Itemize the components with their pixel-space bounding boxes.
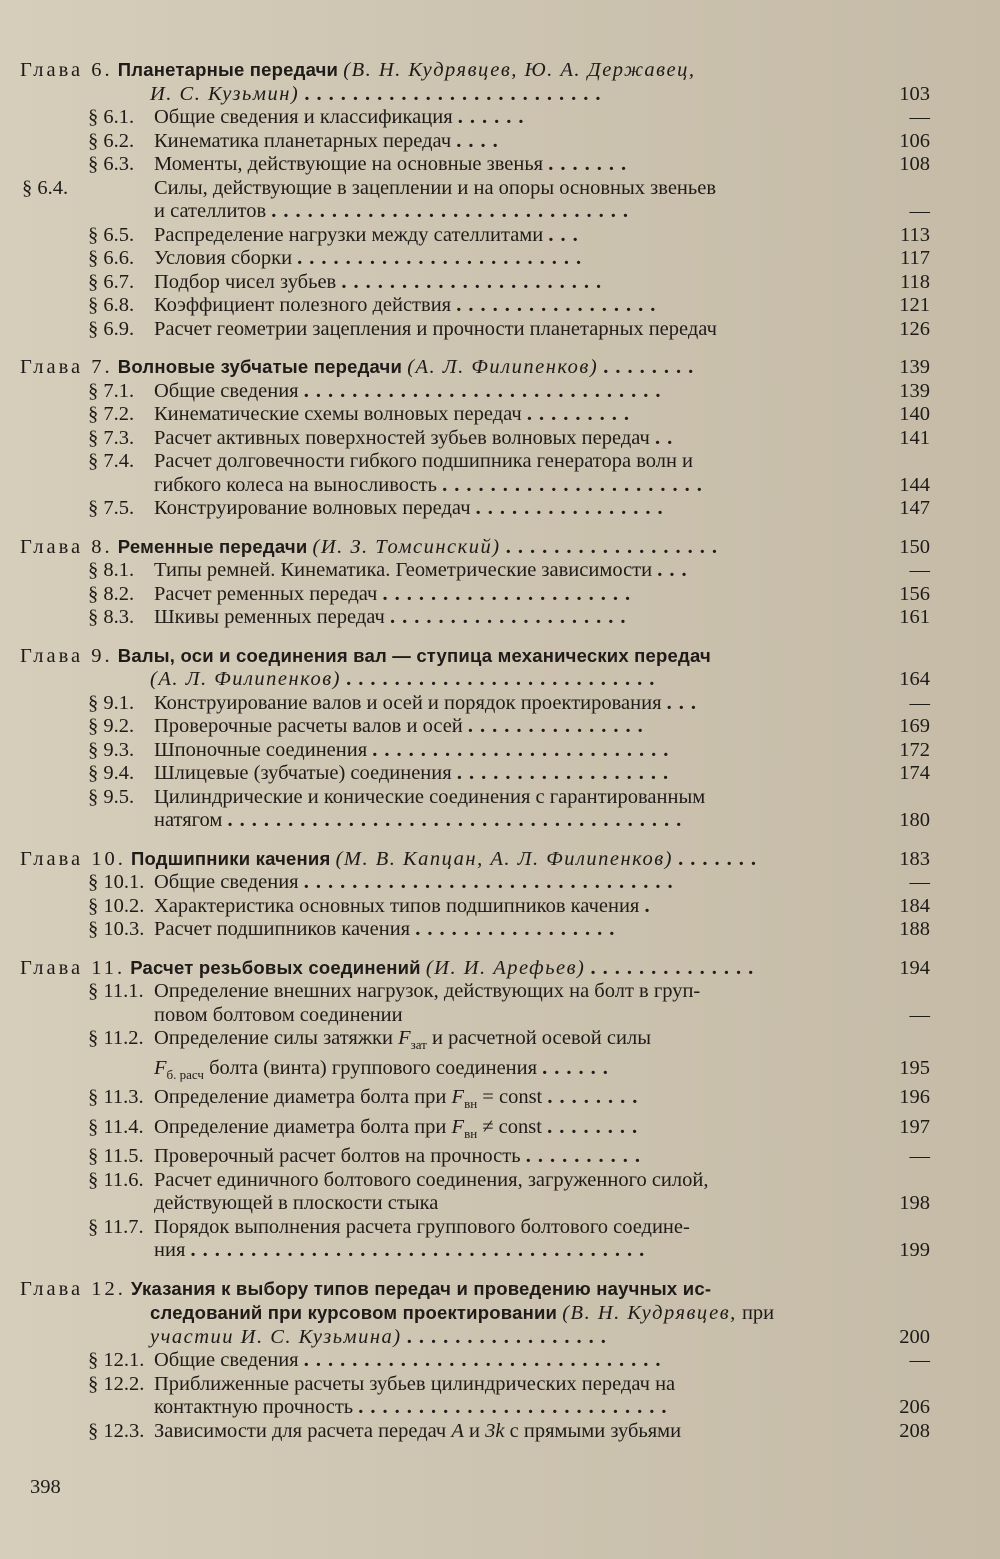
section-number: § 11.2. [88, 1027, 144, 1049]
toc-entry: § 7.3. Расчет активных поверхностей зубьев волновых передач .. 141 [88, 426, 930, 449]
toc-entry: § 9.4. Шлицевые (зубчатые) соединения .................. 174 [88, 762, 930, 784]
section-title: Конструирование валов и осей и порядок проектирования [154, 691, 662, 714]
section-title: Распределение нагрузки между сателлитами [154, 223, 544, 246]
toc-entry: § 8.2. Расчет ременных передач ..................... 156 [88, 582, 930, 605]
section-number: § 8.2. [88, 582, 135, 605]
section-title: Типы ремней. Кинематика. Геометрические зависимости [154, 559, 653, 581]
chapter-authors: участии И. С. Кузьмина) [150, 1325, 402, 1348]
chapter-title: Подшипники качения [131, 847, 331, 869]
section-page: — [909, 691, 930, 714]
chapter-label: Глава 11. [20, 956, 126, 979]
chapter-label: Глава 12. [20, 1277, 126, 1300]
chapter-label: Глава 8. [20, 535, 113, 558]
chapter-page: 139 [899, 356, 930, 378]
section-title: Проверочный расчет болтов на прочность [154, 1145, 521, 1168]
section-title: Общие сведения [154, 379, 299, 402]
section-title: Расчет единичного болтового соединения, загруженного силой, [154, 1168, 709, 1191]
section-page: 156 [899, 582, 930, 605]
section-number: § 10.2. [88, 894, 145, 917]
toc-entry [20, 450, 930, 474]
chapter-authors: (В. Н. Кудрявцев, Ю. А. Державец, [343, 59, 696, 81]
section-title: Коэффициент полезного действия [154, 294, 452, 316]
chapter-page: 200 [899, 1325, 930, 1348]
section-number: § 11.6. [88, 1168, 144, 1191]
section-title: Расчет подшипников качения [154, 918, 411, 940]
chapter-page: 103 [899, 82, 930, 105]
section-page: 140 [899, 403, 930, 425]
toc-entry [20, 318, 930, 342]
chapter-page: 194 [899, 956, 930, 979]
chapter-title: Расчет резьбовых соединений [130, 956, 421, 978]
toc-entry: § 6.3. Моменты, действующие на основные звенья ....... 108 [88, 153, 930, 175]
toc-entry: § 8.3. Шкивы ременных передач .................... 161 [88, 606, 930, 628]
toc-entry [20, 1169, 930, 1193]
section-number: § 11.7. [88, 1215, 144, 1238]
toc-entry: § 6.8. Коэффициент полезного действия ................. 121 [88, 294, 930, 316]
toc-entry: § 9.2. Проверочные расчеты валов и осей ............... 169 [88, 715, 930, 737]
section-title: и сателлитов [154, 200, 267, 222]
toc-entry: § 10.1. Общие сведения ............................... — [88, 871, 930, 893]
section-title: Кинематические схемы волновых передач [154, 403, 522, 425]
chapter-title: Валы, оси и соединения вал — ступица механических передач [117, 644, 711, 666]
chapter-9: Глава 9. Валы, оси и соединения вал — ступица механических передач (А. Л. Филипенков) .......................... 164 § 9.1. Конструирование валов и осей и порядок проектирования ... — § 9.2. Проверочные расчеты валов и осей ............... 169 § 9.3. Шпоночные соединения ......................... 172 § 9.4. Шлицевые (зубчатые) соединения .................. 174 § 9.5. Цилиндрические и конические соединения с гарантированным натягом ...................................... 180 [20, 644, 930, 831]
section-number: § 12.1. [88, 1349, 145, 1372]
section-number: § 7.3. [88, 426, 135, 449]
toc-entry: § 11.3. Определение диаметра болта при $F_{вн}$ = const ........ 196 [88, 1086, 930, 1112]
section-number: § 6.5. [88, 223, 135, 246]
section-number: § 12.3. [88, 1419, 145, 1442]
chapter-page: 150 [899, 535, 930, 558]
section-page: 188 [899, 918, 930, 940]
section-number: § 6.7. [88, 270, 135, 293]
section-number: § 6.2. [88, 129, 135, 152]
section-number: § 9.1. [88, 691, 135, 714]
toc-entry: § 9.3. Шпоночные соединения ......................... 172 [88, 738, 930, 761]
formula-symbol: F [451, 1115, 465, 1138]
toc-entry: § 9.1. Конструирование валов и осей и порядок проектирования ... — [88, 691, 930, 714]
section-page: 172 [899, 738, 930, 761]
toc-entry: § 6.1. Общие сведения и классификация ...... — [88, 106, 930, 128]
chapter-12: Глава 12. Указания к выбору типов передач и проведению научных ис- следований при курсовом проектировании (В. Н. Кудрявцев, при участии И. С. Кузьмина) ................. 200 § 12.1. Общие сведения .............................. — § 12.2. Приближенные расчеты зубьев цилиндрических передач на контактную прочность .......................... 206 § 12.3. Зависимости для расчета передач A и 3k с прямыми зубьями 208 [20, 1277, 930, 1442]
section-number: § 12.2. [88, 1372, 145, 1395]
toc-entry: § 8.1. Типы ремней. Кинематика. Геометрические зависимости ... — [88, 559, 930, 581]
section-title: Силы, действующие в зацеплении и на опоры основных звеньев [154, 176, 717, 199]
chapter-title: Планетарные передачи [117, 59, 339, 80]
chapter-label: Глава 10. [20, 847, 126, 870]
formula-symbol: F [154, 1056, 167, 1079]
chapter-page: 183 [899, 847, 930, 870]
section-title: Условия сборки [154, 247, 293, 269]
section-page: — [909, 1349, 930, 1372]
section-page: 180 [899, 809, 930, 831]
section-title: Общие сведения [154, 1349, 299, 1372]
toc-entry: § 12.1. Общие сведения .............................. — [88, 1349, 930, 1372]
chapter-authors: (И. З. Томсинский) [312, 535, 501, 558]
section-title: Характеристика основных типов подшипников качения [154, 894, 640, 917]
section-title: Расчет ременных передач [154, 582, 378, 605]
section-page: — [909, 871, 930, 893]
section-title: Приближенные расчеты зубьев цилиндрических передач на [154, 1372, 676, 1395]
section-page: 169 [899, 715, 930, 737]
section-number: § 6.8. [88, 294, 135, 316]
section-title: Расчет геометрии зацепления и прочности планетарных передач [154, 317, 717, 340]
chapter-authors: (И. И. Арефьев) [425, 956, 586, 979]
section-title: Порядок выполнения расчета группового болтового соедине- [154, 1215, 690, 1238]
toc-entry [20, 1373, 930, 1397]
section-number: § 10.3. [88, 918, 145, 940]
section-number: § 7.5. [88, 497, 135, 519]
chapter-title: Волновые зубчатые передачи [117, 356, 403, 377]
toc-entry: § 11.2. Определение силы затяжки $F_{зат}$ и расчетной осевой силы [88, 1027, 651, 1053]
section-title: Цилиндрические и конические соединения с гарантированным [154, 785, 706, 808]
toc-entry: § 6.7. Подбор чисел зубьев ...................... 118 [88, 270, 930, 293]
toc-entry: § 6.5. Распределение нагрузки между сателлитами ... 113 [88, 223, 930, 246]
toc-entry [20, 177, 930, 201]
section-number: § 8.1. [88, 559, 135, 581]
chapter-title: Ременные передачи [117, 535, 308, 557]
section-title: повом болтовом соединении [154, 1003, 403, 1026]
chapter-label: Глава 7. [20, 356, 113, 378]
formula-symbol: 3k [485, 1419, 505, 1442]
chapter-label: Глава 6. [20, 59, 113, 81]
toc-entry: § 7.5. Конструирование волновых передач ................ 147 [88, 497, 930, 519]
section-number: § 9.5. [88, 785, 135, 808]
toc-entry: § 10.2. Характеристика основных типов подшипников качения . 184 [88, 894, 930, 917]
chapter-8: Глава 8. Ременные передачи (И. З. Томсинский) .................. 150 § 8.1. Типы ремней. Кинематика. Геометрические зависимости ... — § 8.2. Расчет ременных передач ..................... 156 § 8.3. Шкивы ременных передач .................... 161 [20, 535, 930, 628]
chapter-11: Глава 11. Расчет резьбовых соединений (И. И. Арефьев) .............. 194 § 11.1. Определение внешних нагрузок, действующих на болт в груп- повом болтовом соединении — § 11.2. Определение силы затяжки $F_{зат}$ и расчетной осевой силы $F_{б. расч}$ болта (винта) группового соединения ...... 195 § 11.3. Определение диаметра болта при $F_{вн}$ = const ........ 196 § 11.4. Определение диаметра болта при $F_{вн}$ ≠ const ........ 197 § 11.5. Проверочный расчет болтов на прочность .......... — § 11.6. Расчет единичного болтового соединения, загруженного силой, действующей в плоскости стыка 198 § 11.7. Порядок выполнения расчета группового болтового соедине- ния ...................................... 199 [20, 956, 930, 1262]
section-number: § 10.1. [88, 871, 145, 893]
section-number: § 7.4. [88, 450, 135, 472]
chapter-authors: (А. Л. Филипенков) [407, 356, 599, 378]
section-page: — [909, 106, 930, 128]
toc-entry [20, 786, 930, 810]
toc-entry: § 10.3. Расчет подшипников качения ................. 188 [88, 918, 930, 940]
section-title: контактную прочность [154, 1396, 354, 1419]
section-page: 197 [899, 1115, 930, 1138]
formula-symbol: F [451, 1086, 465, 1109]
toc-entry: § 12.3. Зависимости для расчета передач A и 3k с прямыми зубьями 208 [88, 1419, 930, 1442]
section-title: Моменты, действующие на основные звенья [154, 153, 544, 175]
chapter-10: Глава 10. Подшипники качения (М. В. Капцан, А. Л. Филипенков) ....... 183 § 10.1. Общие сведения ............................... — § 10.2. Характеристика основных типов подшипников качения . 184 § 10.3. Расчет подшипников качения ................. 188 [20, 847, 930, 940]
section-title: Шкивы ременных передач [154, 606, 385, 628]
section-number: § 6.1. [88, 106, 135, 128]
section-title: Определение внешних нагрузок, действующих на болт в груп- [154, 980, 701, 1002]
section-title: Шлицевые (зубчатые) соединения [154, 762, 452, 784]
formula-symbol: F [398, 1027, 411, 1049]
section-number: § 11.4. [88, 1115, 144, 1138]
section-page: — [909, 559, 930, 581]
section-number: § 8.3. [88, 606, 135, 628]
chapter-authors: (А. Л. Филипенков) [150, 668, 341, 690]
section-page: 174 [899, 762, 930, 784]
chapter-page: 164 [899, 668, 930, 690]
section-title: Проверочные расчеты валов и осей [154, 715, 463, 737]
section-title: Расчет активных поверхностей зубьев волновых передач [154, 426, 650, 449]
section-page: — [909, 1145, 930, 1168]
section-page: 195 [899, 1056, 930, 1079]
toc-entry: § 11.5. Проверочный расчет болтов на прочность .......... — [88, 1145, 930, 1168]
section-page: 117 [900, 247, 930, 269]
section-page: 113 [900, 223, 930, 246]
section-page: 198 [899, 1192, 930, 1215]
section-page: 141 [899, 426, 930, 449]
section-number: § 7.2. [88, 403, 135, 425]
chapter-title: следований при курсовом проектировании [150, 1302, 558, 1324]
section-page: — [909, 1003, 930, 1026]
toc-entry: § 6.6. Условия сборки ........................ 117 [88, 247, 930, 269]
section-number: § 9.4. [88, 762, 135, 784]
toc-entry: § 11.4. Определение диаметра болта при $F_{вн}$ ≠ const ........ 197 [88, 1115, 930, 1141]
section-page: 206 [899, 1396, 930, 1419]
toc-entry [20, 1216, 930, 1240]
chapter-authors: (В. Н. Кудрявцев, [562, 1302, 737, 1325]
section-title: Кинематика планетарных передач [154, 129, 452, 152]
section-number: § 6.3. [88, 153, 135, 175]
chapter-authors: И. С. Кузьмин) [150, 82, 300, 105]
section-number: § 11.1. [88, 980, 144, 1002]
chapter-title: Указания к выбору типов передач и проведению научных ис- [131, 1277, 712, 1299]
chapter-label: Глава 9. [20, 644, 113, 667]
section-number: § 11.5. [88, 1145, 144, 1168]
section-page: — [909, 200, 930, 222]
section-page: 199 [899, 1239, 930, 1262]
section-title: Конструирование волновых передач [154, 497, 471, 519]
section-page: 196 [899, 1086, 930, 1109]
section-number: § 11.3. [88, 1086, 144, 1109]
section-title: гибкого колеса на выносливость [154, 473, 437, 496]
section-page: 118 [900, 270, 930, 293]
chapter-authors: (М. В. Капцан, А. Л. Филипенков) [335, 847, 673, 870]
section-page: 184 [899, 894, 930, 917]
section-title: Общие сведения [154, 871, 299, 893]
section-title: действующей в плоскости стыка [154, 1192, 439, 1215]
section-page: 144 [899, 473, 930, 496]
section-page: 121 [899, 294, 930, 316]
section-number: § 9.2. [88, 715, 135, 737]
section-page: 108 [899, 153, 930, 175]
section-title: Общие сведения и классификация [154, 106, 453, 128]
section-title: Подбор чисел зубьев [154, 270, 337, 293]
section-title: натягом [154, 809, 223, 831]
chapter-7: Глава 7. Волновые зубчатые передачи (А. Л. Филипенков) ........ 139 § 7.1. Общие сведения .............................. 139 § 7.2. Кинематические схемы волновых передач ......... 140 § 7.3. Расчет активных поверхностей зубьев волновых передач .. 141 § 7.4. Расчет долговечности гибкого подшипника генератора волн и гибкого колеса на выносливость ...................... 144 § 7.5. Конструирование волновых передач ................ 147 [20, 356, 930, 519]
section-page: 161 [899, 606, 930, 628]
page-number: 398 [30, 1476, 61, 1498]
section-title: Расчет долговечности гибкого подшипника генератора волн и [154, 450, 694, 472]
toc-entry: § 7.2. Кинематические схемы волновых передач ......... 140 [88, 403, 930, 425]
section-number: § 7.1. [88, 379, 135, 402]
section-number: § 6.9. [88, 317, 135, 340]
section-title: Шпоночные соединения [154, 738, 368, 761]
toc-entry [20, 980, 930, 1004]
section-page: 126 [899, 317, 930, 340]
section-number: § 6.4. [22, 176, 69, 199]
chapter-6: Глава 6. Планетарные передачи (В. Н. Кудрявцев, Ю. А. Державец, И. С. Кузьмин) ......................... 103 § 6.1. Общие сведения и классификация ...... — § 6.2. Кинематика планетарных передач .... 106 § 6.3. Моменты, действующие на основные звенья ....... 108 § 6.4. Силы, действующие в зацеплении и на опоры основных звеньев и сателлитов .............................. — § 6.5. Распределение нагрузки между сателлитами ... 113 § 6.6. Условия сборки ........................ 117 § 6.7. Подбор чисел зубьев ...................... 118 § 6.8. Коэффициент полезного действия ................. 121 § 6.9. Расчет геометрии зацепления и прочности планетарных передач 126 [20, 59, 930, 340]
section-page: 139 [899, 379, 930, 402]
section-title: ния [154, 1239, 186, 1262]
section-page: 147 [899, 497, 930, 519]
section-page: 106 [899, 129, 930, 152]
section-page: 208 [899, 1419, 930, 1442]
section-number: § 9.3. [88, 738, 135, 761]
section-number: § 6.6. [88, 247, 135, 269]
formula-symbol: A [451, 1419, 464, 1442]
toc-entry: § 7.1. Общие сведения .............................. 139 [88, 379, 930, 402]
toc-entry: § 6.2. Кинематика планетарных передач .... 106 [88, 129, 930, 152]
